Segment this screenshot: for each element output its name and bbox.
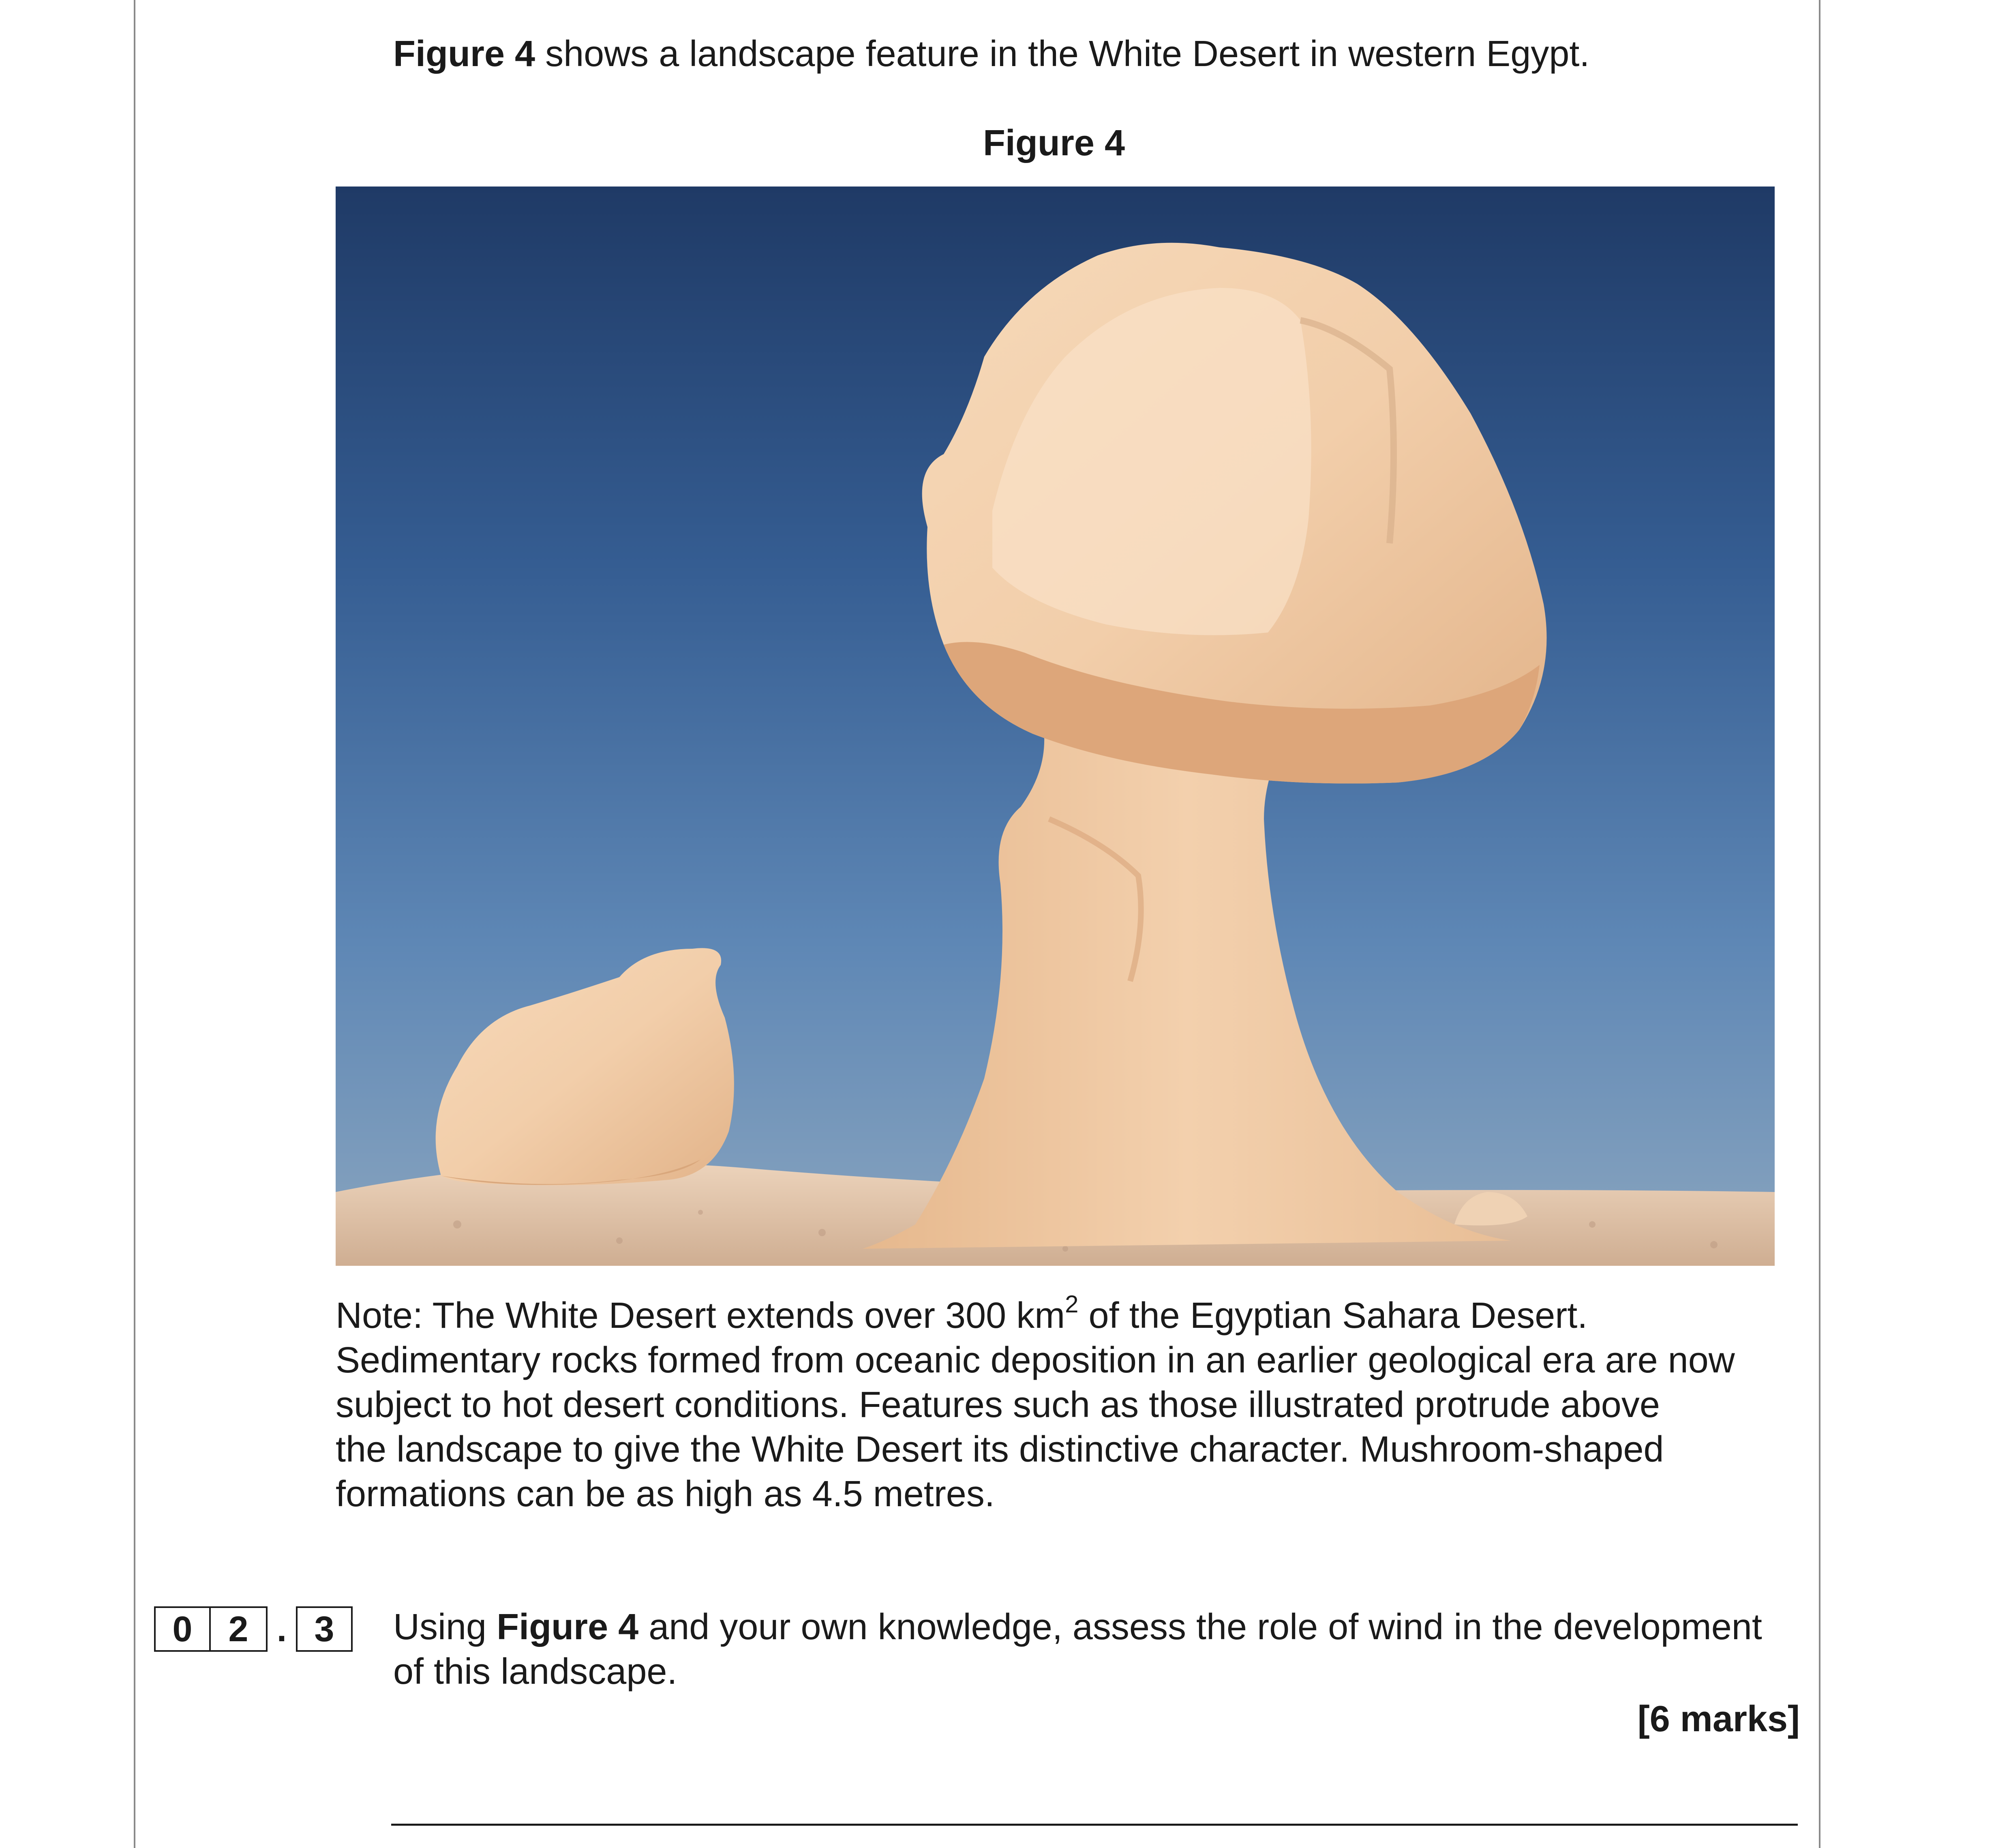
note-line-3: subject to hot desert conditions. Features such as those illustrated protrude above [336,1385,1660,1425]
note-line-1-b: of the Egyptian Sahara Desert. [1078,1295,1588,1336]
intro-sentence [393,32,1589,76]
question-line-1-b: and your own knowledge, assess the role of wind in the development [638,1607,1762,1647]
note-superscript: 2 [1065,1291,1079,1318]
note-line-5: formations can be as high as 4.5 metres. [336,1474,995,1514]
question-text [393,1605,1812,1694]
figure-note [336,1293,1803,1516]
question-number-separator: . [276,1609,287,1649]
question-number-digit-1: 0 [154,1606,211,1652]
intro-text: shows a landscape feature in the White Desert in western Egypt. [535,34,1590,74]
note-line-1-a: Note: The White Desert extends over 300 km [336,1295,1065,1336]
figure-photo [336,187,1775,1266]
note-line-1 [336,1293,1803,1338]
question-line-1-a: Using [393,1607,497,1647]
question-figure-ref: Figure 4 [497,1607,639,1647]
question-line-1 [393,1605,1812,1649]
intro-figure-ref: Figure 4 [393,34,535,74]
right-margin-line [1819,0,1820,1848]
figure-title: Figure 4 [983,123,1125,163]
left-margin-line [134,0,135,1848]
marks-label: [6 marks] [1637,1699,1800,1739]
question-line-2: of this landscape. [393,1651,677,1692]
question-number [154,1606,353,1652]
answer-line[interactable] [391,1824,1798,1826]
note-line-4: the landscape to give the White Desert its distinctive character. Mushroom-shaped [336,1429,1664,1470]
question-number-digit-3: 3 [296,1606,353,1652]
note-line-2: Sedimentary rocks formed from oceanic deposition in an earlier geological era are now [336,1340,1735,1381]
question-number-digit-2: 2 [211,1606,268,1652]
